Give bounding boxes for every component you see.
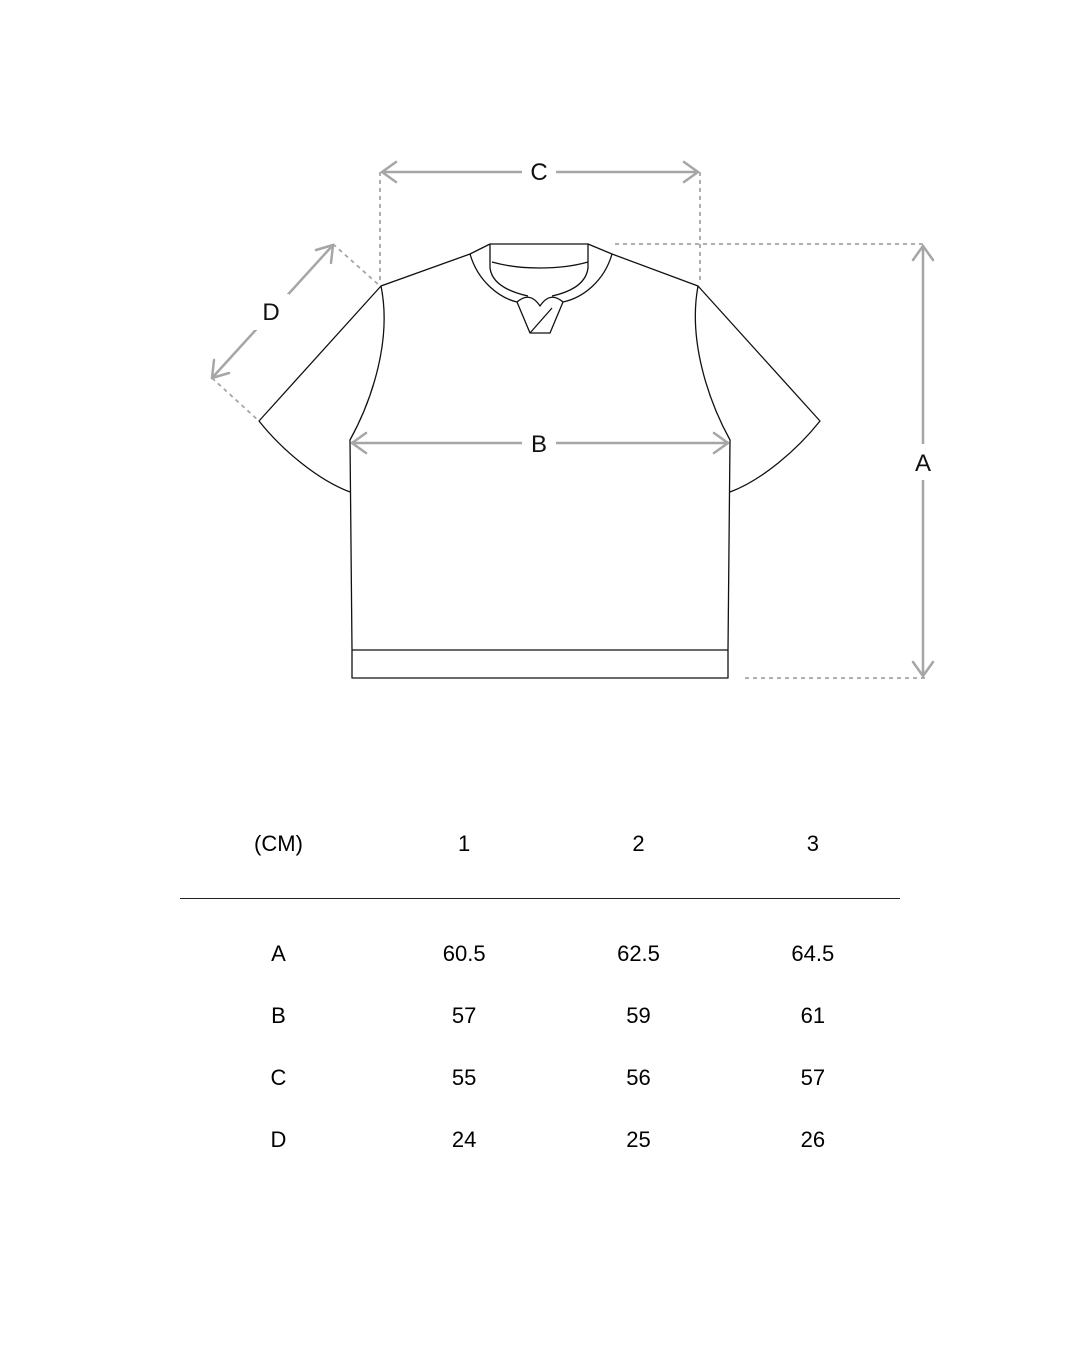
dimension-d (212, 245, 333, 378)
dimension-a (906, 246, 940, 676)
table-cell: 60.5 (442, 941, 486, 966)
table-cell: 61 (800, 1003, 826, 1028)
table-cell: 56 (626, 1065, 651, 1090)
dimension-c (382, 154, 698, 190)
size-header: 2 (632, 831, 645, 856)
table-row (180, 985, 900, 1047)
hem-band (352, 650, 728, 678)
dimension-label-d: D (262, 299, 280, 326)
table-row (180, 923, 900, 985)
dimension-label-a: A (914, 450, 932, 477)
table-cell: 57 (451, 1003, 477, 1028)
table-cell: 64.5 (791, 941, 835, 966)
header-divider (180, 898, 900, 899)
dimension-label-b: B (530, 431, 548, 458)
size-header: 1 (458, 831, 471, 856)
collar-seam (492, 262, 588, 268)
placket-fold (530, 308, 552, 333)
right-sleeve (698, 286, 820, 492)
table-cell: 62.5 (617, 941, 660, 966)
table-cell: 24 (451, 1127, 477, 1152)
table-cell: 57 (800, 1065, 826, 1090)
placket (517, 297, 563, 333)
collar-inner (490, 244, 528, 296)
collar-inner-right (552, 244, 588, 296)
dimension-b (352, 425, 728, 461)
row-label: A (271, 941, 286, 966)
table-cell: 59 (626, 1003, 651, 1028)
table-header-row (180, 800, 900, 888)
dimension-label-c: C (530, 159, 548, 186)
unit-label: (CM) (254, 831, 303, 856)
table-row (180, 1047, 900, 1109)
size-chart-table (180, 800, 900, 1171)
table-cell: 55 (451, 1065, 477, 1090)
table-cell: 25 (626, 1127, 651, 1152)
table-row (180, 1109, 900, 1171)
table-cell: 26 (800, 1127, 826, 1152)
row-label: B (271, 1003, 286, 1028)
row-label: C (270, 1065, 287, 1090)
size-header: 3 (806, 831, 819, 856)
row-label: D (270, 1127, 287, 1152)
